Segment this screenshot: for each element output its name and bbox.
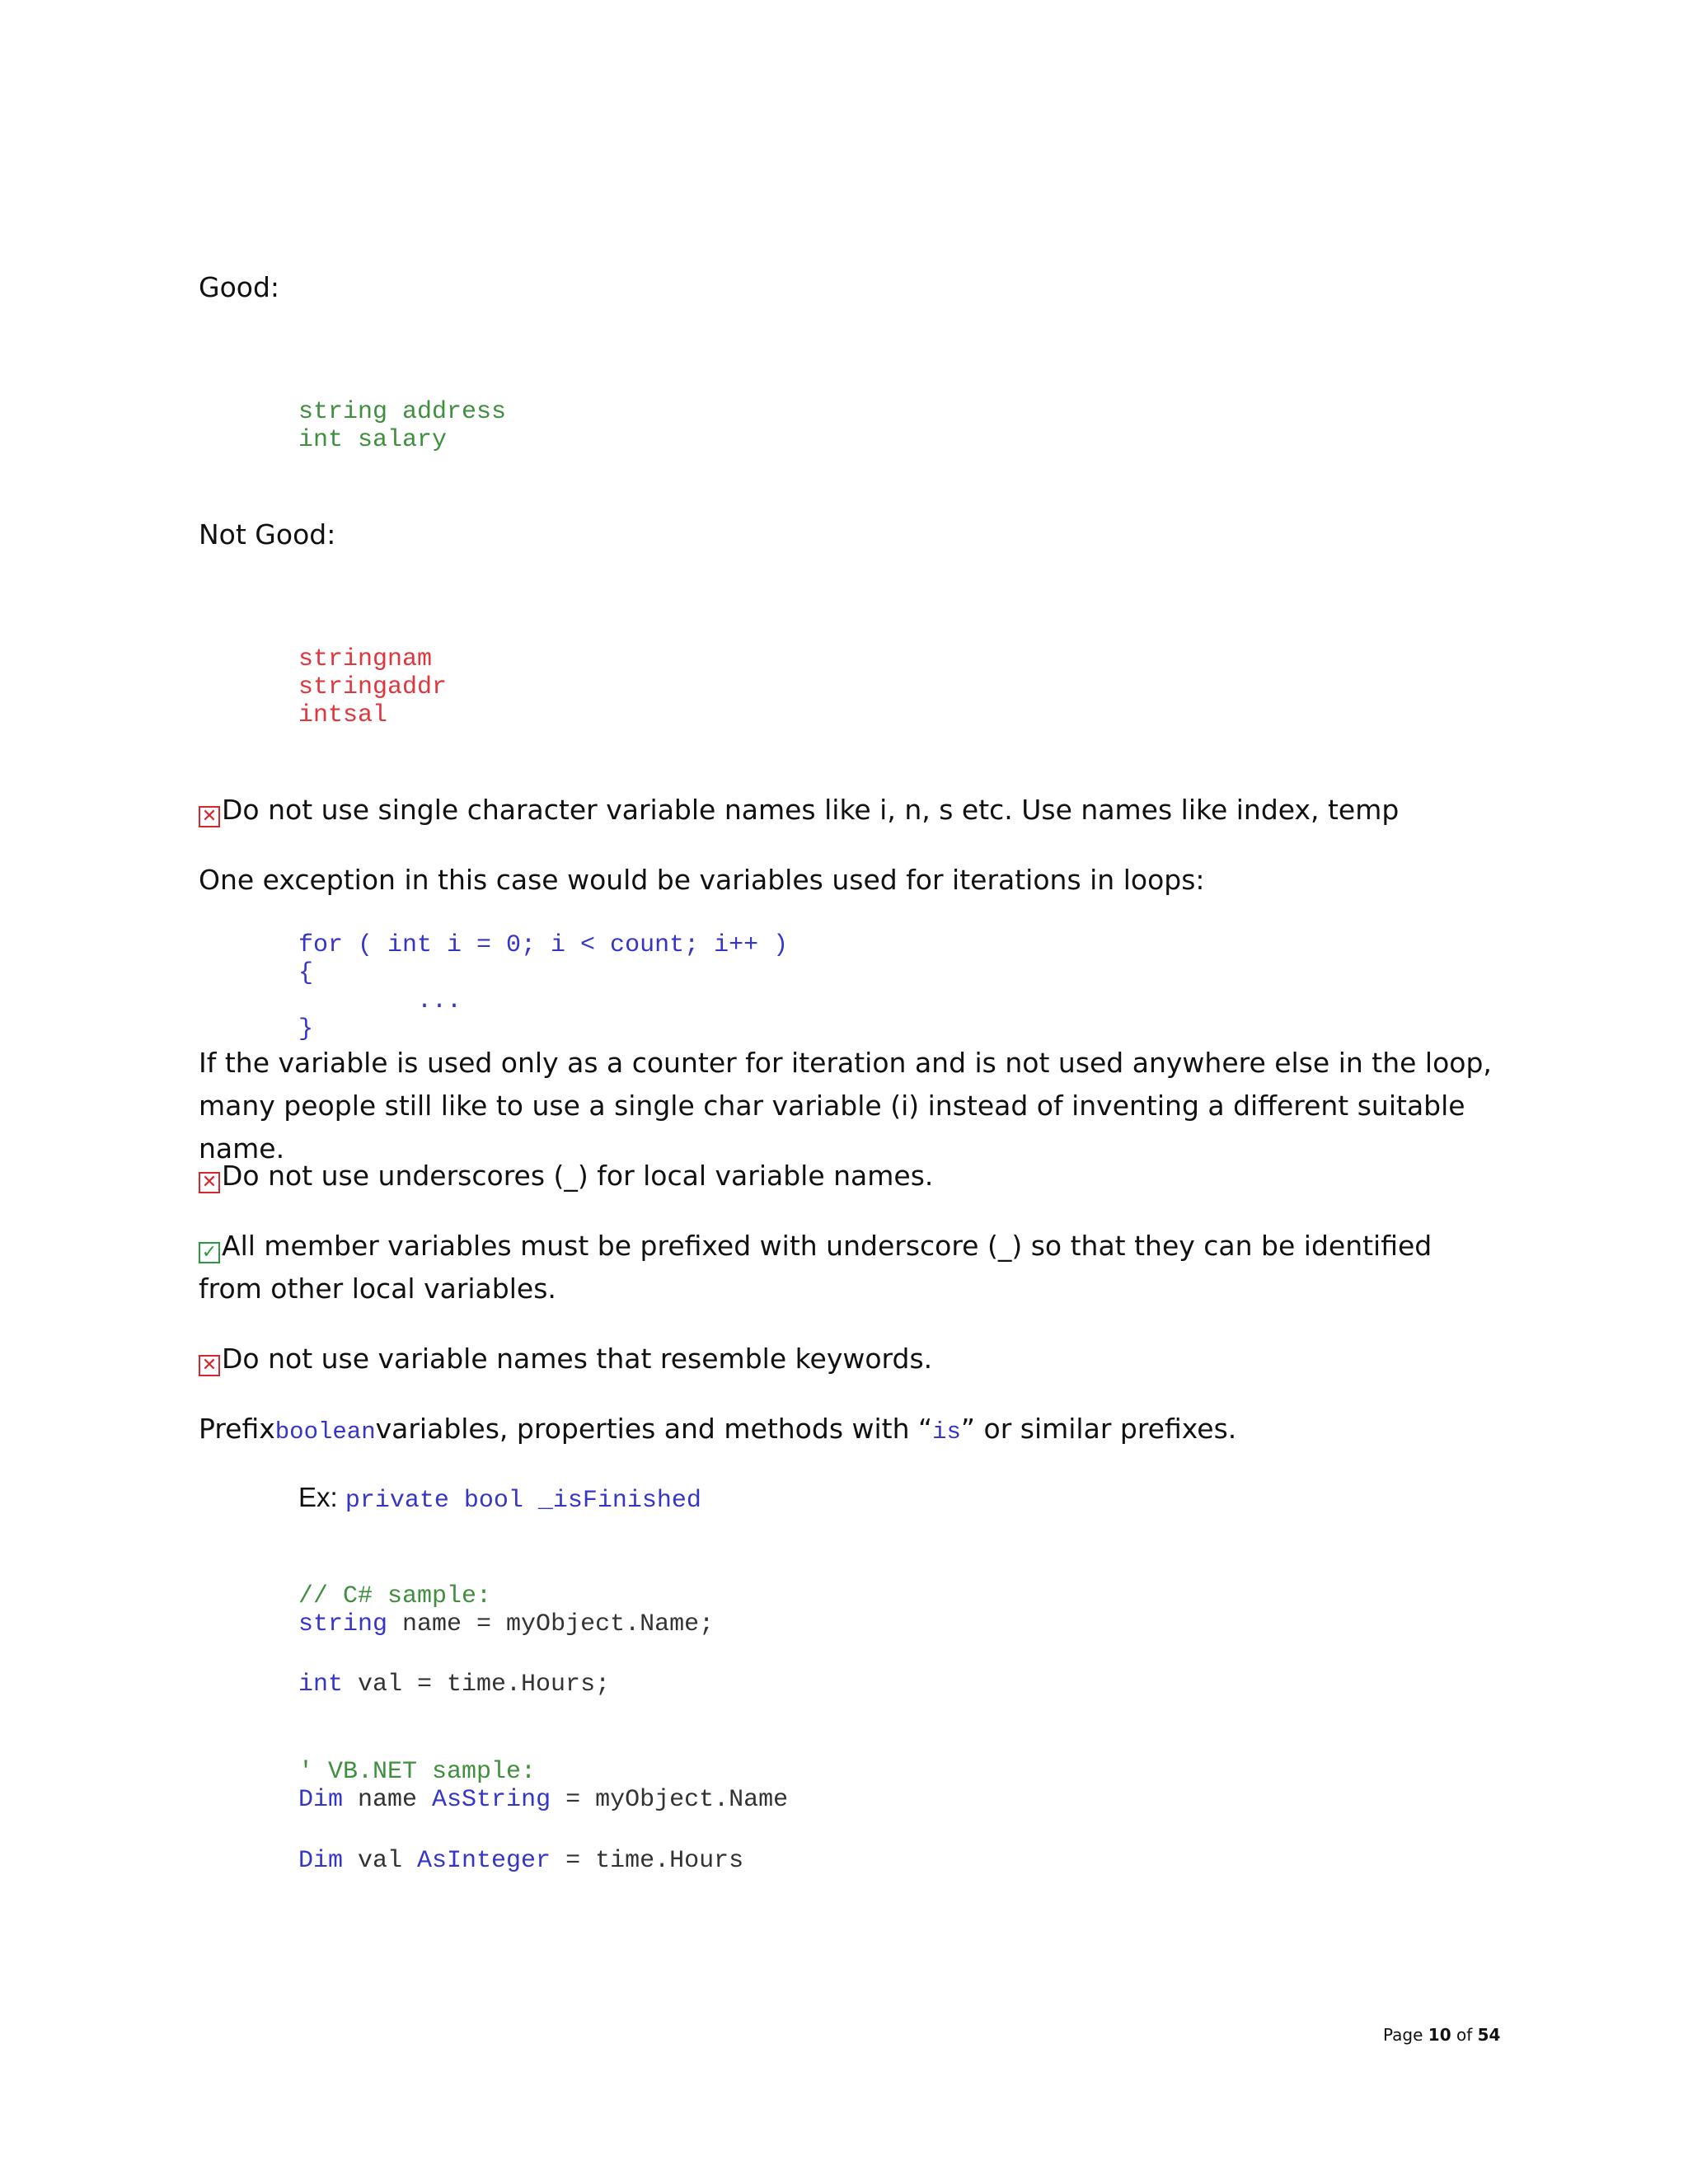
rule-underscore — [199, 1155, 933, 1197]
rule-member-prefix — [199, 1225, 1493, 1310]
csharp-code: val = time.Hours; — [343, 1671, 611, 1699]
cross-box-icon: ✕ — [199, 806, 220, 827]
loop-code-line: for ( int i = 0; i < count; i++ ) — [298, 931, 789, 959]
bad-code-line: intsal — [298, 701, 388, 729]
rule-underscore-text: Do not use underscores (_) for local variable names. — [222, 1160, 934, 1192]
good-code-block — [298, 398, 506, 454]
csharp-line — [298, 1610, 714, 1638]
vb-line — [298, 1786, 788, 1814]
not-good-label: Not Good: — [199, 518, 336, 551]
example-code: private bool _isFinished — [345, 1487, 701, 1515]
loop-code-line: { — [298, 959, 314, 987]
csharp-keyword: string — [298, 1610, 388, 1638]
current-page: 10 — [1428, 2025, 1451, 2045]
vb-code: name — [343, 1786, 433, 1814]
rule-member-prefix-text: All member variables must be prefixed with underscore (_) so that they can be identified from other local variables. — [199, 1230, 1432, 1305]
vb-sample-line2 — [298, 1847, 743, 1875]
page-of: of — [1451, 2025, 1478, 2045]
vb-comment: ' VB.NET sample: — [298, 1758, 537, 1786]
vb-keyword: AsString — [432, 1786, 551, 1814]
vb-sample-block — [298, 1758, 788, 1814]
good-label: Good: — [199, 271, 280, 303]
csharp-sample-line2 — [298, 1671, 610, 1699]
rule-keywords — [199, 1338, 932, 1380]
total-pages: 54 — [1477, 2025, 1501, 2045]
page-number — [1383, 2025, 1500, 2045]
prefix-middle: variables, properties and methods with “ — [375, 1413, 933, 1445]
example-line — [298, 1479, 701, 1519]
exception-text: One exception in this case would be variables used for iterations in loops: — [199, 864, 1205, 896]
loop-code-block — [298, 931, 788, 1043]
loop-code-line: ... — [298, 987, 462, 1015]
vb-keyword: AsInteger — [417, 1847, 551, 1875]
example-label: Ex: — [298, 1482, 345, 1512]
rule-single-char — [199, 789, 1399, 832]
vb-code: = myObject.Name — [551, 1786, 789, 1814]
cross-box-icon: ✕ — [199, 1172, 220, 1193]
csharp-sample-block — [298, 1582, 714, 1638]
vb-keyword: Dim — [298, 1847, 344, 1875]
bad-code-line: stringaddr — [298, 673, 448, 701]
not-good-code-block — [298, 645, 447, 729]
csharp-comment: // C# sample: — [298, 1582, 492, 1610]
good-code-line: string address — [298, 398, 507, 426]
check-box-icon: ✓ — [199, 1242, 220, 1263]
vb-code: = time.Hours — [551, 1847, 744, 1875]
prefix-after: ” or similar prefixes. — [960, 1413, 1237, 1445]
boolean-keyword: boolean — [274, 1418, 376, 1446]
prefix-before: Prefix — [199, 1413, 275, 1445]
is-prefix-code: is — [932, 1418, 961, 1446]
prefix-boolean-rule — [199, 1408, 1236, 1454]
rule-keywords-text: Do not use variable names that resemble keywords. — [222, 1343, 933, 1375]
good-code-line: int salary — [298, 426, 448, 454]
csharp-code: name = myObject.Name; — [387, 1610, 715, 1638]
loop-explanation: If the variable is used only as a counter for iteration and is not used anywhere else in the loop, many people still like to use a single char variable (i) instead of inventing a different suitable name. — [199, 1047, 1492, 1165]
bad-code-line: stringnam — [298, 645, 433, 673]
vb-code: val — [343, 1847, 418, 1875]
csharp-keyword: int — [298, 1671, 344, 1699]
page-prefix: Page — [1383, 2025, 1428, 2045]
vb-keyword: Dim — [298, 1786, 344, 1814]
loop-code-line: } — [298, 1015, 314, 1043]
rule-single-char-text: Do not use single character variable names like i, n, s etc. Use names like index, temp — [222, 794, 1400, 826]
cross-box-icon: ✕ — [199, 1355, 220, 1376]
